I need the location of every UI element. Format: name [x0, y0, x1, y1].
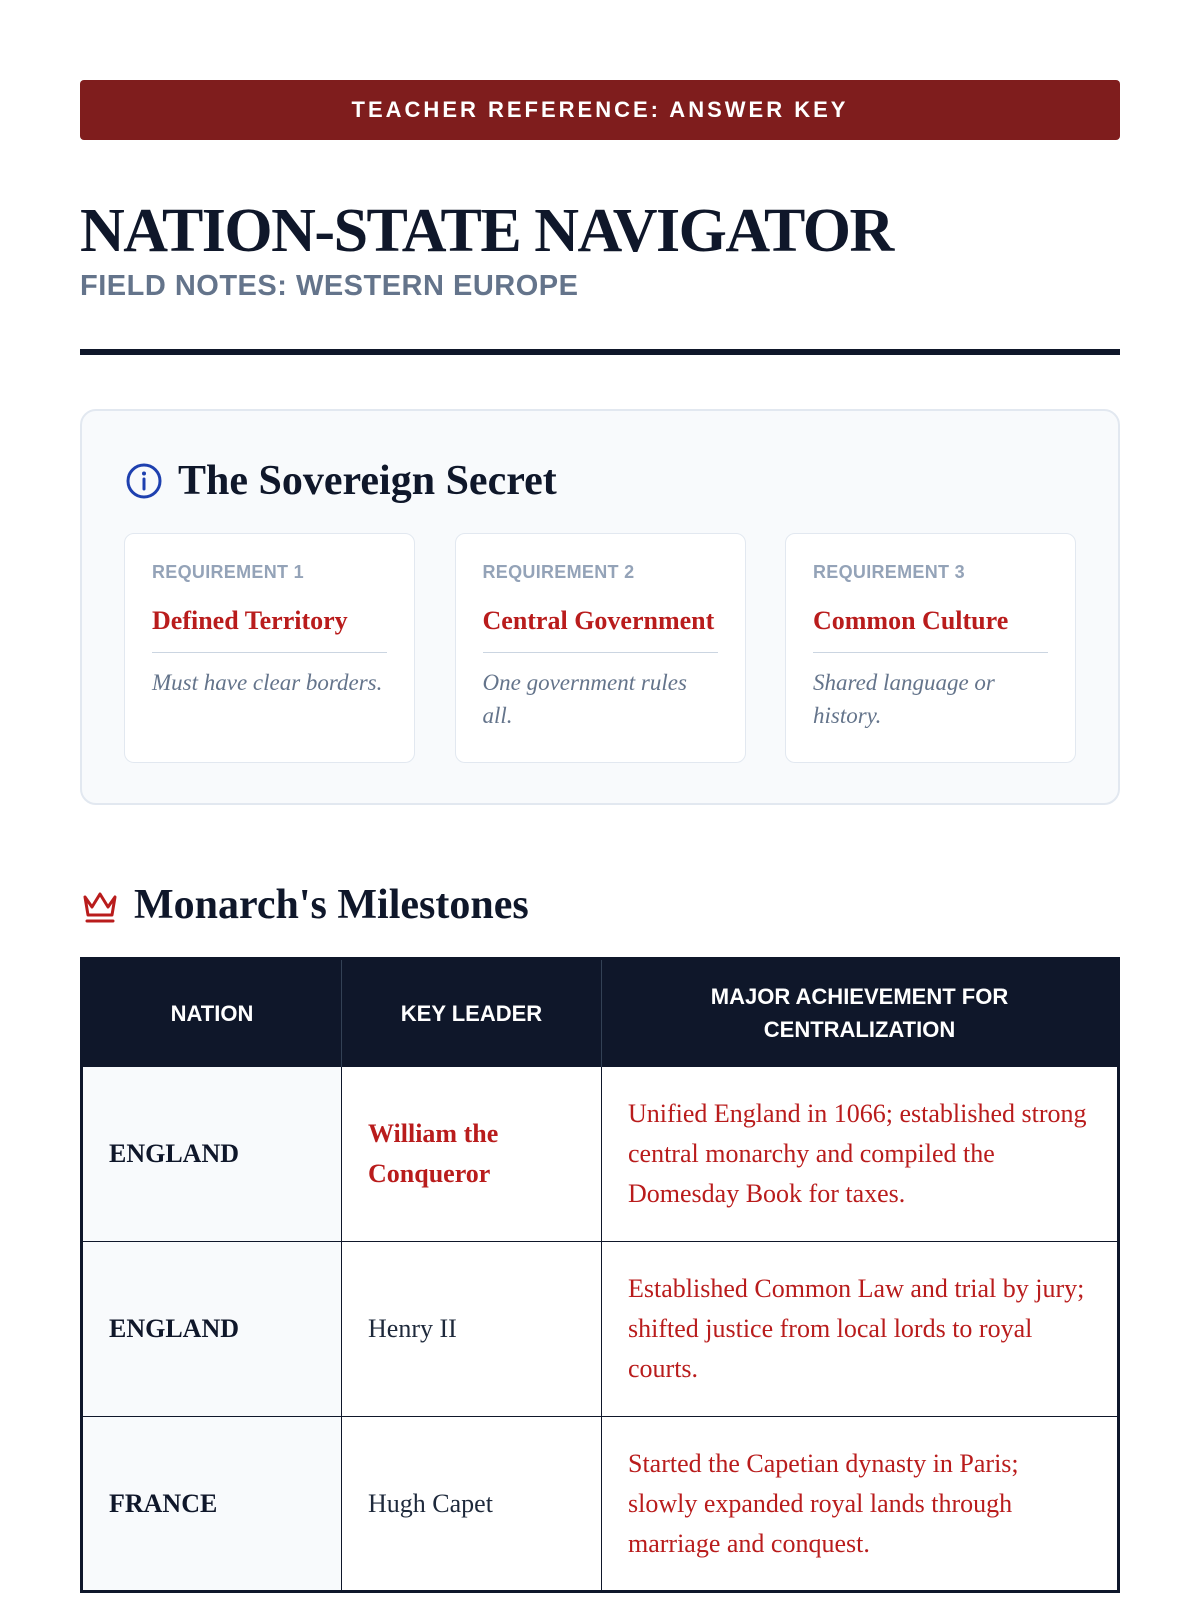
table-header-row	[82, 959, 1119, 1067]
nation-cell: FRANCE	[82, 1417, 342, 1592]
page-title: NATION-STATE NAVIGATOR	[80, 197, 893, 265]
nation-cell: ENGLAND	[82, 1242, 342, 1417]
requirement-label: REQUIREMENT 2	[482, 562, 635, 582]
requirement-label: REQUIREMENT 1	[152, 562, 304, 582]
nation-cell: ENGLAND	[82, 1067, 342, 1242]
leader-cell: Hugh Capet	[342, 1417, 602, 1592]
sovereign-secret-header	[124, 457, 557, 505]
column-header-leader: KEY LEADER	[342, 959, 602, 1067]
milestones-title: Monarch's Milestones	[134, 882, 529, 928]
leader-cell: William the Conqueror	[342, 1067, 602, 1242]
sovereign-secret-title: The Sovereign Secret	[178, 458, 557, 504]
requirement-divider	[152, 652, 387, 653]
leader-cell: Henry II	[342, 1242, 602, 1417]
crown-icon	[80, 885, 120, 925]
title-divider	[80, 349, 1120, 355]
info-icon	[124, 461, 164, 501]
requirements-row	[124, 533, 1076, 763]
requirement-label: REQUIREMENT 3	[813, 562, 965, 582]
table-row	[82, 1067, 1119, 1242]
requirement-card	[785, 533, 1076, 763]
requirement-name: Defined Territory	[152, 606, 348, 635]
requirement-card	[455, 533, 746, 763]
requirement-divider	[813, 652, 1048, 653]
achievement-cell: Unified England in 1066; established strong central monarchy and compiled the Domesday Book for taxes.	[602, 1067, 1119, 1242]
requirement-name: Central Government	[482, 606, 715, 635]
milestones-table	[80, 957, 1120, 1593]
table-row	[82, 1242, 1119, 1417]
requirement-description: One government rules all.	[482, 670, 687, 728]
achievement-cell: Started the Capetian dynasty in Paris; slowly expanded royal lands through marriage and conquest.	[602, 1417, 1119, 1592]
banner-text: TEACHER REFERENCE: ANSWER KEY	[351, 97, 849, 122]
requirement-card	[124, 533, 415, 763]
page-subtitle: FIELD NOTES: WESTERN EUROPE	[80, 270, 579, 302]
answer-key-page	[80, 80, 1120, 1593]
column-header-achievement: MAJOR ACHIEVEMENT FOR CENTRALIZATION	[602, 959, 1119, 1067]
column-header-nation: NATION	[82, 959, 342, 1067]
teacher-reference-banner	[80, 80, 1120, 140]
requirement-name: Common Culture	[813, 606, 1009, 635]
sovereign-secret-panel	[80, 409, 1120, 805]
milestones-header	[80, 881, 1120, 929]
requirement-divider	[483, 652, 718, 653]
requirement-description: Must have clear borders.	[152, 670, 383, 695]
table-row	[82, 1417, 1119, 1592]
requirement-description: Shared language or history.	[813, 670, 995, 728]
achievement-cell: Established Common Law and trial by jury; shifted justice from local lords to royal courts.	[602, 1242, 1119, 1417]
